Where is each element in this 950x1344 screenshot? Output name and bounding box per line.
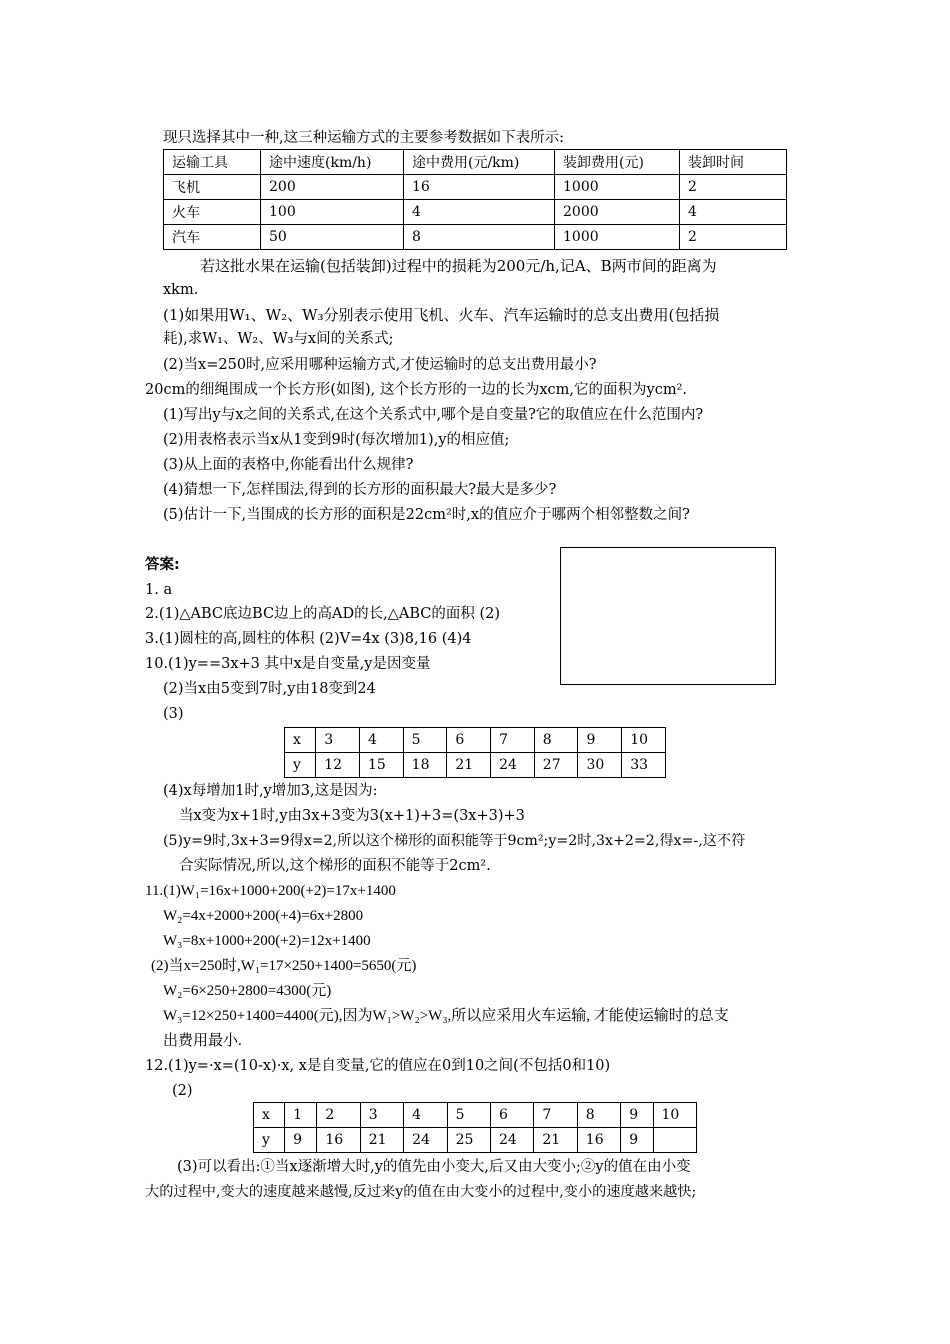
table-cell: 8 <box>404 225 555 250</box>
rope-question-2: (2)用表格表示当x从1变到9时(每次增加1),y的相应值; <box>163 432 510 448</box>
table-cell: 4 <box>680 200 787 225</box>
table-cell: 2000 <box>555 200 680 225</box>
answer-10-part2: (2)当x由5变到7时,y由18变到24 <box>163 681 376 697</box>
answer-12-part3-line2: 大的过程中,变大的速度越来越慢,反过来y的值在由大变小的过程中,变小的速度越来越快; <box>145 1184 697 1200</box>
table-header: 途中费用(元/km) <box>404 150 555 175</box>
table-row <box>254 1103 697 1128</box>
rope-question-1: (1)写出y与x之间的关系式,在这个关系式中,哪个是自变量?它的取值应在什么范围内? <box>163 407 704 423</box>
loss-paragraph-line1: 若这批水果在运输(包括装卸)过程中的损耗为200元/h,记A、B两市间的距离为 <box>200 257 717 275</box>
table-cell <box>653 1128 697 1153</box>
table-cell: 火车 <box>164 200 261 225</box>
table-cell: 飞机 <box>164 175 261 200</box>
table-cell: 24 <box>490 1128 533 1153</box>
table-cell: 16 <box>317 1128 360 1153</box>
table-cell: 12 <box>316 753 360 778</box>
answer-10-part5-detail: 合实际情况,所以,这个梯形的面积不能等于2cm². <box>179 858 491 874</box>
answer-11-line7: 出费用最小. <box>163 1033 242 1049</box>
table-cell: 8 <box>577 1103 620 1128</box>
rectangle-figure <box>560 547 776 685</box>
table-row <box>164 175 787 200</box>
table-cell: 16 <box>577 1128 620 1153</box>
answer-12-part3-line1: (3)可以看出:①当x逐渐增大时,y的值先由小变大,后又由大变小;②y的值在由小变 <box>177 1159 691 1175</box>
table-cell: 15 <box>359 753 403 778</box>
answer-10-part4-detail: 当x变为x+1时,y由3x+3变为3(x+1)+3=(3x+3)+3 <box>179 808 525 824</box>
table-cell: 24 <box>491 753 535 778</box>
question-1-line2: 耗),求W₁、W₂、W₃与x间的关系式; <box>163 331 394 347</box>
table-row <box>164 200 787 225</box>
answer-12-table <box>253 1102 697 1153</box>
table-cell: 7 <box>491 728 535 753</box>
table-cell: 3 <box>316 728 360 753</box>
answer-11-line6: W₃=12×250+1400=4400(元),因为W₁>W₂>W₃,所以应采用火车运输, 才能使运输时的总支 <box>163 1008 729 1024</box>
table-cell: 7 <box>534 1103 577 1128</box>
table-header: 装卸费用(元) <box>555 150 680 175</box>
answer-10-table <box>284 727 666 778</box>
table-row <box>285 728 666 753</box>
table-cell: 21 <box>534 1128 577 1153</box>
answer-10-part4: (4)x每增加1时,y增加3,这是因为: <box>163 783 378 799</box>
table-row <box>164 150 787 175</box>
rope-question-3: (3)从上面的表格中,你能看出什么规律? <box>163 457 414 473</box>
answer-10-part1: 10.(1)y==3x+3 其中x是自变量,y是因变量 <box>145 656 431 672</box>
answers-title: 答案: <box>145 557 180 573</box>
rope-question-5: (5)估计一下,当围成的长方形的面积是22cm²时,x的值应介于哪两个相邻整数之间? <box>163 507 690 523</box>
rope-intro: 20cm的细绳围成一个长方形(如图), 这个长方形的一边的长为xcm,它的面积为ycm². <box>145 382 687 398</box>
table-cell: 2 <box>317 1103 360 1128</box>
question-1-line1: (1)如果用W₁、W₂、W₃分别表示使用飞机、火车、汽车运输时的总支出费用(包括损 <box>163 306 720 324</box>
table-cell: 1 <box>285 1103 317 1128</box>
table-cell: 100 <box>261 200 404 225</box>
table-cell: 6 <box>447 728 491 753</box>
table-cell: y <box>254 1128 285 1153</box>
question-2: (2)当x=250时,应采用哪种运输方式,才使运输时的总支出费用最小? <box>163 357 597 373</box>
rope-question-4: (4)猜想一下,怎样围法,得到的长方形的面积最大?最大是多少? <box>163 482 557 498</box>
table-cell: 18 <box>403 753 447 778</box>
table-cell: 1000 <box>555 175 680 200</box>
answer-11-line2: W₂=4x+2000+200(+4)=6x+2800 <box>163 908 364 924</box>
table-cell: 5 <box>447 1103 490 1128</box>
table-cell: 4 <box>404 1103 447 1128</box>
answer-10-part5: (5)y=9时,3x+3=9得x=2,所以这个梯形的面积能等于9cm²;y=2时,3x+2=2,得x=-,这不符 <box>163 833 746 849</box>
table-cell: 10 <box>622 728 666 753</box>
table-cell: 10 <box>653 1103 697 1128</box>
answer-10-part3: (3) <box>163 706 184 722</box>
answer-12-line1: 12.(1)y=·x=(10-x)·x, x是自变量,它的值应在0到10之间(不包括0和10) <box>145 1058 611 1074</box>
table-row <box>285 753 666 778</box>
table-row <box>164 225 787 250</box>
table-cell: 2 <box>680 175 787 200</box>
table-cell: 6 <box>490 1103 533 1128</box>
table-cell: 汽车 <box>164 225 261 250</box>
table-cell: 9 <box>578 728 622 753</box>
intro-text: 现只选择其中一种,这三种运输方式的主要参考数据如下表所示: <box>163 130 564 146</box>
table-cell: x <box>254 1103 285 1128</box>
answer-2: 2.(1)△ABC底边BC边上的高AD的长,△ABC的面积 (2) <box>145 606 501 622</box>
table-cell: 200 <box>261 175 404 200</box>
table-cell: 2 <box>680 225 787 250</box>
table-cell: 30 <box>578 753 622 778</box>
table-cell: x <box>285 728 316 753</box>
answer-11-line4: (2)当x=250时,W₁=17×250+1400=5650(元) <box>151 958 417 974</box>
table-cell: 50 <box>261 225 404 250</box>
table-cell: 9 <box>621 1128 653 1153</box>
table-cell: 33 <box>622 753 666 778</box>
table-header: 装卸时间 <box>680 150 787 175</box>
answer-11-line5: W₂=6×250+2800=4300(元) <box>163 983 332 999</box>
table-cell: 5 <box>403 728 447 753</box>
table-header: 途中速度(km/h) <box>261 150 404 175</box>
answer-11-line1: 11.(1)W₁=16x+1000+200(+2)=17x+1400 <box>145 883 396 899</box>
answer-11-line3: W₃=8x+1000+200(+2)=12x+1400 <box>163 933 371 949</box>
table-cell: 21 <box>447 753 491 778</box>
table-cell: 1000 <box>555 225 680 250</box>
answer-3: 3.(1)圆柱的高,圆柱的体积 (2)V=4x (3)8,16 (4)4 <box>145 631 472 647</box>
table-cell: y <box>285 753 316 778</box>
table-cell: 9 <box>285 1128 317 1153</box>
table-cell: 3 <box>360 1103 403 1128</box>
table-cell: 25 <box>447 1128 490 1153</box>
table-cell: 21 <box>360 1128 403 1153</box>
loss-paragraph-line2: xkm. <box>163 282 199 298</box>
table-cell: 24 <box>404 1128 447 1153</box>
table-cell: 16 <box>404 175 555 200</box>
table-cell: 4 <box>359 728 403 753</box>
answer-12-line2: (2) <box>172 1083 193 1099</box>
answer-1: 1. a <box>145 582 173 598</box>
transport-table <box>163 149 787 250</box>
table-header: 运输工具 <box>164 150 261 175</box>
table-cell: 4 <box>404 200 555 225</box>
table-row <box>254 1128 697 1153</box>
table-cell: 9 <box>621 1103 653 1128</box>
table-cell: 8 <box>534 728 578 753</box>
table-cell: 27 <box>534 753 578 778</box>
